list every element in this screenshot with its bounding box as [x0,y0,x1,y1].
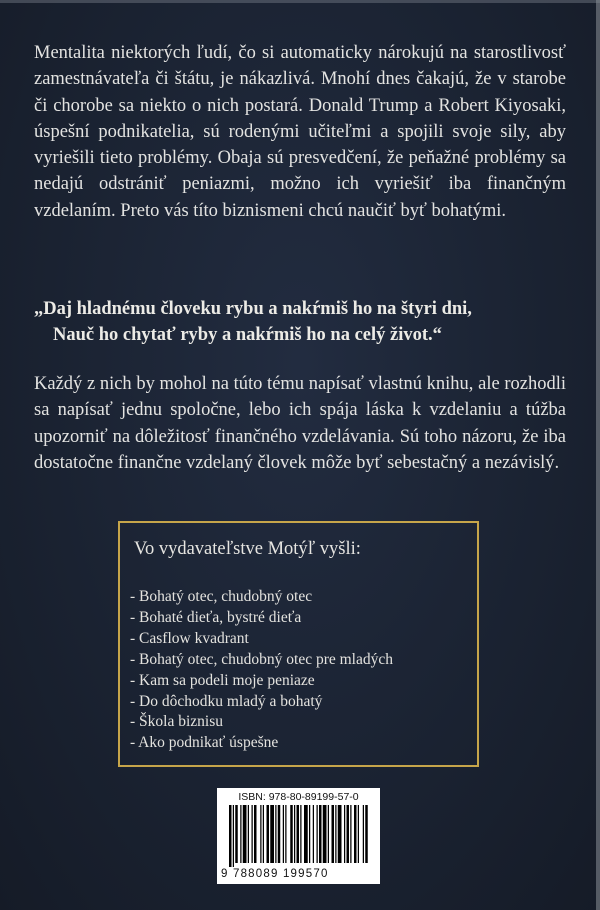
intro-paragraph: Mentalita niektorých ľudí, čo si automaticky nárokujú na starostlivosť zamestnávateľa či štátu, je nákazlivá. Mnohí dnes čakajú, že v starobe či chorobe sa niekto o nich postará. Donald Trump a Robert Kiyosaki, úspešní podnikatelia, sú rodenými učiteľmi a spojili svoje sily, aby vyriešili tieto problémy. Obaja sú presvedčení, že peňažné problémy sa nedajú odstrániť peniazmi, možno ich vyriešiť iba finančným vzdelaním. Preto vás títo biznismeni chcú naučiť byť bohatými. [34,43,566,221]
book-item: - Škola biznisu [130,713,223,731]
closing-paragraph: Každý z nich by mohol na túto tému napísať vlastnú knihu, ale rozhodli sa napísať jednu spoločne, lebo ich spája láska k vzdelaniu a túžba upozorniť na dôležitosť finančného vzdelávania. Sú toho názoru, že iba dostatočne finančne vzdelaný človek môže byť sebestačný a nezávislý. [34,374,566,473]
book-item: - Kam sa podeli moje peniaze [130,671,315,689]
book-item: - Do dôchodku mladý a bohatý [130,692,323,710]
books-box-title: Vo vydavateľstve Motýľ vyšli: [134,539,361,559]
books-list [130,587,393,754]
proverb-quote [34,296,566,349]
book-item: - Bohaté dieťa, bystré dieťa [130,608,302,626]
barcode-digits: 9 788089 199570 [221,868,329,880]
barcode-icon [225,805,372,869]
book-item: - Bohatý otec, chudobný otec [130,588,313,605]
isbn-barcode-label [217,788,380,884]
book-item: - Bohatý otec, chudobný otec pre mladých [130,650,393,668]
book-item: - Casflow kvadrant [130,629,249,647]
isbn-number: ISBN: 978-80-89199-57-0 [238,791,359,803]
cover-right-edge [596,0,600,910]
book-item: - Ako podnikať úspešne [130,734,279,752]
cover-top-edge [0,0,600,3]
quote-line-1: „Daj hladnému človeku rybu a nakŕmiš ho na štyri dni, [34,299,472,319]
publisher-books-box [118,521,479,767]
quote-line-2: Nauč ho chytať ryby a nakŕmiš ho na celý život.“ [53,325,442,346]
